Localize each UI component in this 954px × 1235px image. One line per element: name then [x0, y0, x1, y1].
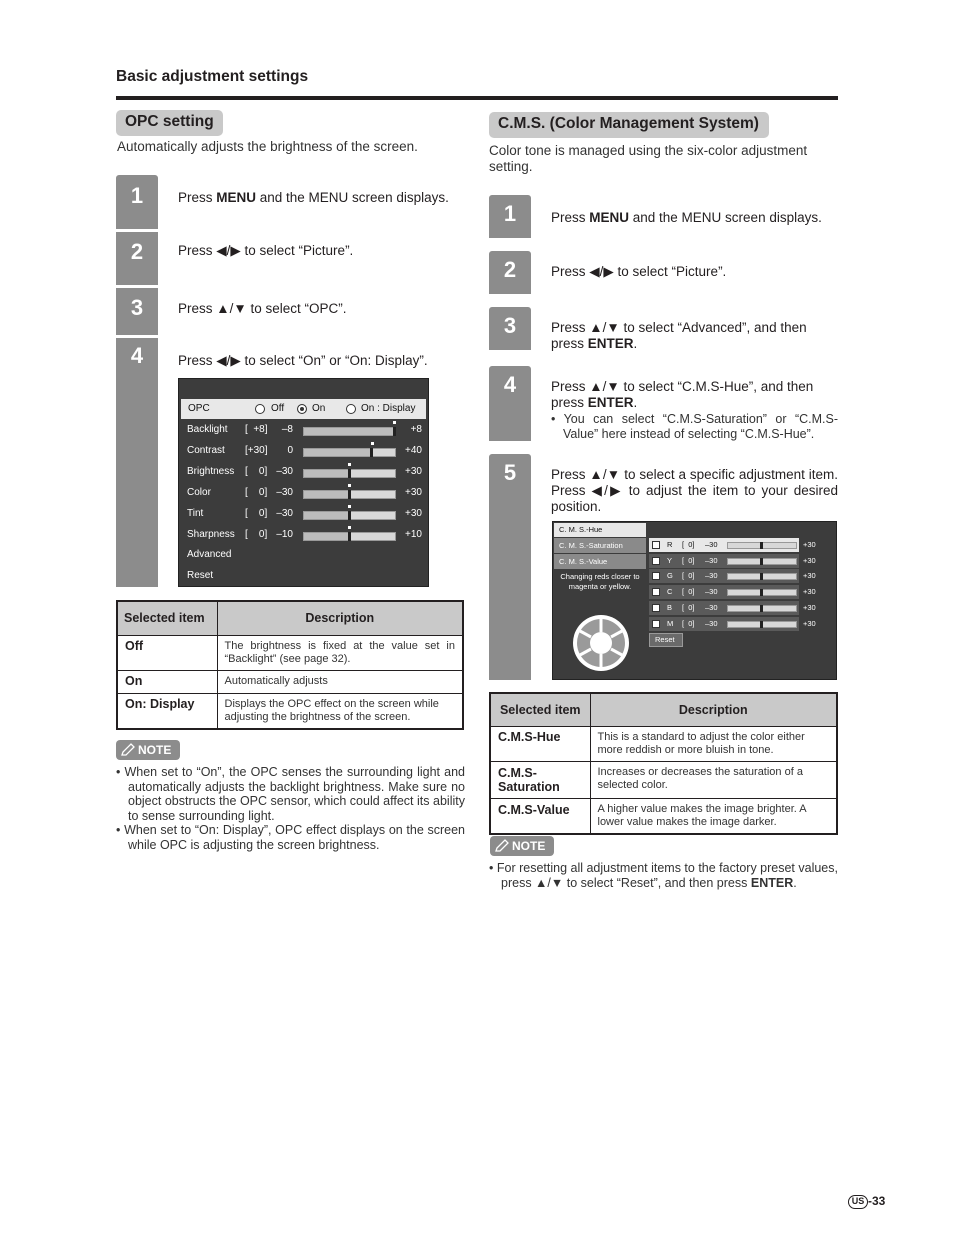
note-label: NOTE [512, 839, 546, 853]
cms-step-3-box [489, 307, 531, 350]
cms-step-1-box [489, 195, 531, 238]
checkbox-icon [652, 604, 660, 612]
slider-bracket: [ 0] [682, 555, 695, 565]
slider-thumb [393, 427, 396, 436]
opc-slider-row [179, 525, 428, 545]
slider-bracket: [ 0] [682, 540, 695, 549]
checkbox-icon [652, 541, 660, 549]
pencil-icon [494, 838, 510, 854]
note-label: NOTE [138, 743, 172, 757]
cms-note-badge [490, 836, 554, 856]
slider-bracket: [+30] [245, 445, 268, 456]
slider-bracket: [ 0] [682, 587, 695, 597]
slider-bracket: [ 0] [682, 618, 695, 628]
note-item: • When set to “On”, the OPC senses the surrounding light and automatically adjusts the backlight brightness. Make sure no object obstructs the OPC sensor, which could affect its ability to sense surrounding light. [116, 765, 465, 823]
slider-track [303, 469, 396, 478]
slider-max: +30 [803, 602, 816, 612]
table-row [117, 693, 463, 729]
cms-reset-button: Reset [649, 633, 683, 647]
slider-max: +30 [405, 487, 422, 498]
slider-track [727, 573, 797, 580]
slider-bracket: [ 0] [245, 508, 268, 519]
slider-track [303, 532, 396, 541]
slider-min: –30 [705, 618, 718, 628]
slider-track [727, 542, 797, 549]
cms-step-3-number: 3 [503, 313, 517, 338]
slider-max: +30 [803, 555, 816, 565]
slider-thumb [370, 448, 373, 457]
opc-title: OPC setting [116, 110, 223, 136]
table-row [490, 761, 837, 798]
slider-label: Contrast [187, 445, 225, 456]
opc-option-row [181, 399, 426, 419]
section-title: Basic adjustment settings [116, 68, 309, 85]
slider-max: +8 [410, 424, 422, 435]
slider-max: +30 [803, 618, 816, 628]
slider-thumb [760, 589, 763, 596]
page-number [848, 1193, 885, 1209]
slider-bracket: [ +8] [245, 424, 268, 435]
slider-max: +30 [803, 587, 816, 597]
slider-max: +30 [803, 540, 816, 549]
slider-thumb [760, 558, 763, 565]
table-cell-desc: A higher value makes the image brighter. A lower value makes the image darker. [590, 798, 837, 834]
slider-max: +30 [803, 571, 816, 581]
checkbox-icon [652, 620, 660, 628]
region-badge: US [848, 1195, 868, 1209]
cms-hint: Changing reds closer to magenta or yellow. [560, 572, 640, 591]
opc-slider-row [179, 504, 428, 524]
cms-slider-row [649, 569, 799, 583]
slider-thumb [760, 573, 763, 580]
cms-tab-saturation: C. M. S.-Saturation [554, 538, 646, 553]
slider-min: –30 [276, 508, 293, 519]
opc-slider-row [179, 483, 428, 503]
cms-step-4-number: 4 [503, 372, 517, 397]
slider-min: –30 [705, 540, 718, 549]
slider-label: C [667, 587, 673, 597]
cms-slider-row [649, 601, 799, 615]
opc-table [116, 600, 464, 730]
opc-step-4-number: 4 [130, 343, 144, 368]
cms-table-head-item: Selected item [490, 693, 590, 726]
note-item: • When set to “On: Display”, OPC effect displays on the screen while OPC is adjusting the screen brightness. [116, 823, 465, 852]
slider-max: +30 [405, 466, 422, 477]
cms-step-4-box [489, 366, 531, 441]
cms-step-4-subnote: • You can select “C.M.S-Saturation” or “C.M.S-Value” here instead of selecting “C.M.S-Hue”. [551, 412, 838, 441]
slider-label: Sharpness [187, 529, 235, 540]
cms-step-3-text: Press ▲/▼ to select “Advanced”, and then press ENTER. [551, 320, 807, 351]
color-wheel-icon [572, 614, 630, 672]
cms-step-1-text: Press MENU and the MENU screen displays. [551, 210, 822, 225]
slider-label: Y [667, 555, 673, 565]
slider-min: –30 [705, 571, 718, 581]
slider-min: –30 [276, 466, 293, 477]
opc-slider-row [179, 420, 428, 440]
opc-note-badge [116, 740, 180, 760]
slider-min: –30 [705, 587, 718, 597]
slider-max: +10 [405, 529, 422, 540]
cms-slider-row [649, 617, 799, 631]
opc-menu-screen [178, 378, 429, 587]
slider-label: G [667, 571, 673, 581]
slider-thumb [760, 542, 763, 549]
cms-step-1-number: 1 [503, 201, 517, 226]
cms-notes [489, 861, 838, 890]
cms-menu-screen [552, 521, 837, 680]
table-cell-item: Off [117, 635, 217, 670]
opc-label: OPC [188, 403, 210, 414]
pencil-icon [120, 742, 136, 758]
slider-bracket: [ 0] [245, 529, 268, 540]
opc-step-1-number: 1 [130, 183, 144, 208]
cms-step-4-text: Press ▲/▼ to select “C.M.S-Hue”, and then press ENTER. [551, 379, 814, 410]
slider-bracket: [ 0] [245, 466, 268, 477]
checkbox-icon [652, 557, 660, 565]
slider-bracket: [ 0] [682, 571, 695, 581]
slider-min: –10 [276, 529, 293, 540]
opc-step-2-text: Press ◀/▶ to select “Picture”. [178, 243, 354, 258]
opc-step-1-text: Press MENU and the MENU screen displays. [178, 190, 449, 205]
slider-track [727, 589, 797, 596]
cms-table [489, 692, 838, 835]
table-cell-desc: This is a standard to adjust the color either more reddish or more bluish in tone. [590, 726, 837, 761]
slider-label: B [667, 602, 673, 612]
slider-bracket: [ 0] [682, 602, 695, 612]
slider-min: –30 [705, 602, 718, 612]
cms-slider-row [649, 585, 799, 599]
slider-thumb [348, 490, 351, 499]
cms-step-2-text: Press ◀/▶ to select “Picture”. [551, 264, 727, 279]
note-item: • For resetting all adjustment items to the factory preset values, press ▲/▼ to select “Reset”, and then press ENTER. [489, 861, 838, 890]
slider-thumb [348, 532, 351, 541]
opc-notes [116, 765, 465, 852]
slider-track [727, 621, 797, 628]
cms-title: C.M.S. (Color Management System) [489, 112, 769, 138]
page-number-text: -33 [868, 1194, 886, 1208]
radio-display-icon [346, 404, 356, 414]
cms-step-2-box [489, 251, 531, 294]
slider-min: –30 [276, 487, 293, 498]
header-rule [116, 96, 838, 100]
cms-step-5-number: 5 [503, 460, 517, 485]
table-cell-item: C.M.S-Saturation [490, 761, 590, 798]
opc-step-3-number: 3 [130, 295, 144, 320]
slider-track [727, 605, 797, 612]
cms-tab-hue: C. M. S.-Hue [554, 523, 646, 537]
menu-item-reset: Reset [187, 570, 214, 581]
opc-step-2-number: 2 [130, 239, 144, 264]
opc-option-display: On : Display [361, 403, 416, 414]
table-row [490, 726, 837, 761]
table-cell-desc: Displays the OPC effect on the screen while adjusting the brightness of the screen. [217, 693, 463, 729]
slider-bracket: [ 0] [245, 487, 268, 498]
radio-off-icon [255, 404, 265, 414]
slider-min: 0 [287, 445, 293, 456]
slider-label: Color [187, 487, 211, 498]
slider-min: –30 [705, 555, 718, 565]
table-cell-item: On: Display [117, 693, 217, 729]
opc-table-head-item: Selected item [117, 601, 217, 635]
opc-intro: Automatically adjusts the brightness of the screen. [117, 139, 418, 154]
table-cell-desc: Automatically adjusts [217, 670, 463, 693]
cms-table-head-desc: Description [590, 693, 837, 726]
radio-on-icon [297, 404, 307, 414]
table-cell-item: C.M.S-Hue [490, 726, 590, 761]
slider-track [303, 448, 396, 457]
cms-slider-row [649, 538, 799, 552]
slider-min: –8 [281, 424, 293, 435]
table-row [490, 798, 837, 834]
slider-max: +40 [405, 445, 422, 456]
opc-slider-row [179, 462, 428, 482]
table-row [117, 635, 463, 670]
opc-slider-row [179, 441, 428, 461]
slider-thumb [348, 511, 351, 520]
cms-step-5-box [489, 454, 531, 680]
opc-option-off: Off [271, 403, 285, 414]
checkbox-icon [652, 572, 660, 580]
slider-track [303, 427, 396, 436]
opc-option-on: On [312, 403, 326, 414]
slider-label: Brightness [187, 466, 235, 477]
opc-step-3-text: Press ▲/▼ to select “OPC”. [178, 301, 347, 316]
slider-thumb [760, 621, 763, 628]
table-cell-item: C.M.S-Value [490, 798, 590, 834]
slider-track [303, 490, 396, 499]
slider-label: R [667, 540, 673, 549]
slider-track [303, 511, 396, 520]
cms-step-5-text: Press ▲/▼ to select a specific adjustment item. Press ◀/▶ to adjust the item to your desired position. [551, 467, 838, 514]
table-cell-desc: Increases or decreases the saturation of a selected color. [590, 761, 837, 798]
checkbox-icon [652, 588, 660, 596]
slider-label: Tint [187, 508, 204, 519]
table-cell-desc: The brightness is fixed at the value set in “Backlight” (see page 32). [217, 635, 463, 670]
slider-thumb [348, 469, 351, 478]
slider-max: +30 [405, 508, 422, 519]
cms-intro: Color tone is managed using the six-color adjustment setting. [489, 143, 808, 174]
slider-label: M [667, 618, 674, 628]
cms-slider-row [649, 554, 799, 568]
cms-step-2-number: 2 [503, 257, 517, 282]
cms-tab-value: C. M. S.-Value [554, 554, 646, 569]
slider-label: Backlight [187, 424, 228, 435]
table-row [117, 670, 463, 693]
opc-step-4-text: Press ◀/▶ to select “On” or “On: Display”. [178, 353, 428, 368]
opc-step-rail [116, 175, 158, 587]
slider-track [727, 558, 797, 565]
slider-thumb [760, 605, 763, 612]
table-cell-item: On [117, 670, 217, 693]
menu-item-advanced: Advanced [187, 549, 232, 560]
opc-table-head-desc: Description [217, 601, 463, 635]
